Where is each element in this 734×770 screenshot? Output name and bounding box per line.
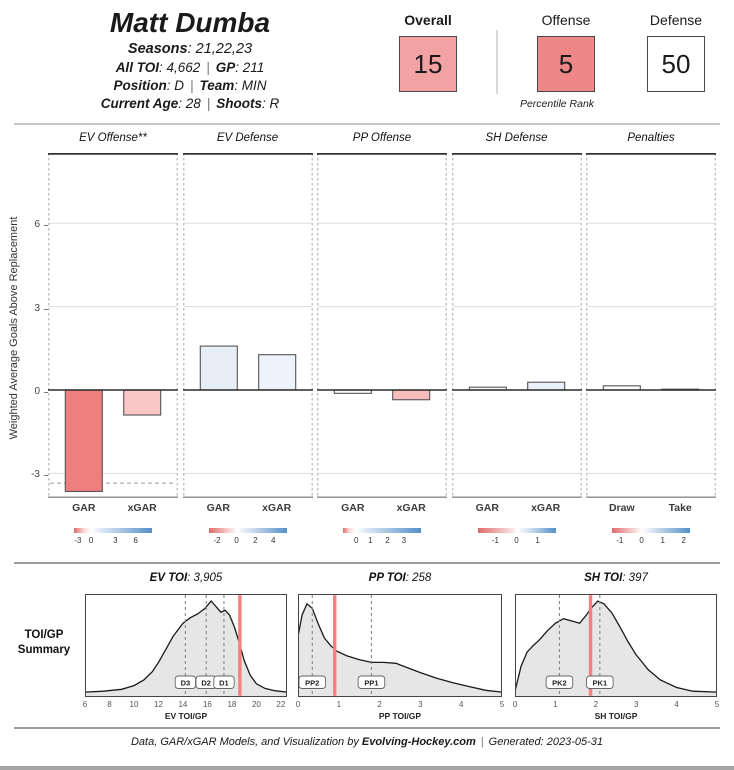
- x-tick-label: 4: [674, 700, 679, 709]
- player-toi-gp: All TOI: 4,662 | GP: 211: [115, 60, 265, 75]
- density-title: PP TOI: 258: [368, 572, 432, 584]
- x-tick-label: 5: [714, 700, 720, 709]
- y-tick-label: 3: [34, 302, 40, 314]
- category-label: GAR: [72, 502, 96, 514]
- category-label: xGAR: [396, 502, 426, 514]
- panel-plot: [586, 153, 716, 498]
- category-label: xGAR: [531, 502, 561, 514]
- x-tick-label: 0: [512, 700, 518, 709]
- percentile-overall-label: Overall: [404, 12, 452, 28]
- panel-plot: [48, 153, 178, 498]
- legend-tick: 0: [354, 536, 359, 545]
- percentile-defense-label: Defense: [649, 12, 703, 28]
- percentile-defense-value: 50: [647, 36, 705, 92]
- bar-gar: [65, 390, 102, 491]
- footer-credit: Data, GAR/xGAR Models, and Visualization by Evolving-Hockey.com | Generated: 2023-05-31: [130, 736, 604, 748]
- x-tick-label: 1: [553, 700, 558, 709]
- tier-label: D3: [180, 678, 191, 688]
- legend-tick: 1: [535, 536, 540, 545]
- bar-gar: [200, 346, 237, 390]
- bar-xgar: [258, 355, 295, 390]
- panel-title: Penalties: [627, 132, 675, 144]
- player-position-team: Position: D | Team: MIN: [113, 78, 267, 93]
- header-divider: [14, 123, 720, 125]
- legend-tick: 0: [234, 536, 239, 545]
- y-axis-title: Weighted Average Goals Above Replacement: [8, 216, 20, 440]
- legend-tick: 0: [639, 536, 644, 545]
- player-age-shoots: Current Age: 28 | Shoots: R: [100, 96, 280, 111]
- tier-label: D2: [201, 678, 211, 688]
- density-canvas: [85, 594, 287, 697]
- panel-title: PP Offense: [352, 132, 412, 144]
- legend-gradient: [612, 528, 690, 533]
- panel-plot: [183, 153, 313, 498]
- category-label: GAR: [475, 502, 499, 514]
- x-tick-label: 8: [107, 700, 112, 709]
- x-tick-label: 2: [593, 700, 599, 709]
- tier-label: D1: [219, 678, 229, 688]
- category-label: GAR: [341, 502, 365, 514]
- density-canvas: [515, 594, 717, 697]
- player-value-line: [238, 595, 241, 696]
- player-value-line: [333, 595, 336, 696]
- x-tick-label: 1: [336, 700, 342, 709]
- panel-ev-offense: [48, 132, 178, 545]
- tier-label: PK2: [552, 678, 567, 688]
- player-seasons: Seasons: 21,22,23: [127, 41, 253, 57]
- legend-tick: 1: [368, 536, 373, 545]
- legend-tick: 2: [681, 536, 686, 545]
- y-tick-label: 6: [34, 219, 40, 231]
- percentile-offense: [526, 10, 606, 92]
- legend-gradient: [478, 528, 556, 533]
- x-axis-label: EV TOI/GP: [164, 711, 208, 721]
- y-tick-label: -3: [31, 469, 40, 481]
- percentile-offense-value: 5: [537, 36, 595, 92]
- legend-tick: 2: [385, 536, 390, 545]
- density-plot-ev-toi: [82, 572, 287, 721]
- legend-tick: 0: [88, 536, 94, 545]
- section-divider: [14, 562, 720, 564]
- legend-tick: 3: [113, 536, 118, 545]
- category-label: Draw: [608, 502, 635, 514]
- percentile-overall-value: 15: [399, 36, 457, 92]
- tier-label: PP1: [364, 678, 379, 688]
- percentile-defense: [636, 10, 716, 92]
- x-tick-label: 12: [154, 700, 163, 709]
- x-tick-label: 5: [499, 700, 505, 709]
- bar-xgar: [393, 390, 430, 400]
- tier-label: PK1: [592, 678, 608, 688]
- density-title: EV TOI: 3,905: [149, 572, 223, 584]
- x-tick-label: 2: [377, 700, 382, 709]
- legend-tick: -3: [74, 536, 82, 545]
- panel-pp-offense: [317, 132, 447, 545]
- panel-ev-defense: [183, 132, 313, 545]
- legend-tick: -2: [213, 536, 221, 545]
- legend-gradient: [209, 528, 287, 533]
- toi-summary-label: TOI/GP Summary: [17, 629, 71, 656]
- legend-tick: -1: [491, 536, 499, 545]
- x-tick-label: 22: [276, 700, 286, 709]
- legend-tick: 4: [271, 536, 276, 545]
- player-info-block: [20, 6, 360, 113]
- panel-penalties: [586, 132, 716, 545]
- x-tick-label: 3: [633, 700, 639, 709]
- x-tick-label: 0: [295, 700, 301, 709]
- category-label: GAR: [206, 502, 230, 514]
- x-tick-label: 3: [418, 700, 423, 709]
- player-name: Matt Dumba: [109, 7, 271, 38]
- panel-title: SH Defense: [485, 132, 548, 144]
- legend-tick: 0: [514, 536, 519, 545]
- density-canvas: [298, 594, 502, 697]
- x-tick-label: 6: [82, 700, 88, 709]
- x-axis-label: PP TOI/GP: [378, 711, 422, 721]
- category-label: xGAR: [127, 502, 157, 514]
- x-tick-label: 20: [251, 700, 261, 709]
- x-axis-label: SH TOI/GP: [594, 711, 638, 721]
- percentile-divider: [496, 30, 498, 94]
- brand-name: Evolving-Hockey.com: [361, 736, 476, 748]
- legend-tick: -1: [616, 536, 624, 545]
- panel-plot: [317, 153, 447, 498]
- density-plot-sh-toi: [512, 572, 720, 721]
- bar-xgar: [527, 382, 564, 390]
- y-tick-label: 0: [34, 386, 40, 397]
- panel-title: EV Defense: [216, 132, 279, 144]
- legend-tick: 6: [133, 536, 138, 545]
- panel-plot: [452, 153, 582, 498]
- x-tick-label: 18: [227, 700, 237, 709]
- x-tick-label: 4: [458, 700, 464, 709]
- x-tick-label: 16: [202, 700, 212, 709]
- panel-title: EV Offense**: [79, 132, 147, 144]
- density-title: SH TOI: 397: [584, 572, 648, 584]
- legend-gradient: [343, 528, 421, 533]
- legend-tick: 2: [253, 536, 258, 545]
- legend-tick: 3: [401, 536, 407, 545]
- panel-sh-defense: [452, 132, 582, 545]
- tier-label: PP2: [305, 678, 320, 688]
- legend-tick: 1: [660, 536, 665, 545]
- percentile-rank-caption: Percentile Rank: [519, 98, 595, 110]
- category-label: xGAR: [262, 502, 292, 514]
- bar-xgar: [124, 390, 161, 415]
- bottom-edge-strip: [0, 766, 734, 770]
- x-tick-label: 10: [129, 700, 139, 709]
- category-label: Take: [668, 502, 692, 514]
- density-plot-pp-toi: [295, 572, 505, 721]
- generated-date: Generated: 2023-05-31: [488, 736, 604, 748]
- percentile-offense-label: Offense: [541, 12, 591, 28]
- percentile-overall: [388, 10, 468, 92]
- x-tick-label: 14: [178, 700, 188, 709]
- legend-gradient: [74, 528, 152, 533]
- footer-divider: [14, 727, 720, 729]
